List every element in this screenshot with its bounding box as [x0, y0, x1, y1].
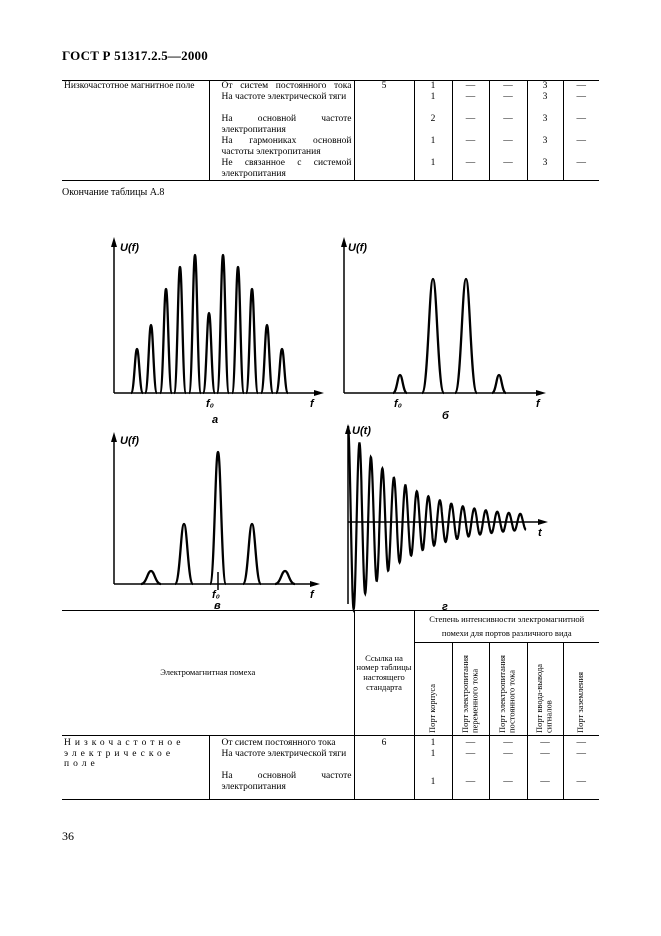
source-text: На гармониках основной частоты электропитания: [221, 136, 352, 157]
x-axis-label: t: [538, 527, 542, 539]
value: —: [503, 81, 513, 91]
value: 1: [430, 136, 436, 146]
y-axis-label: U(t): [352, 425, 371, 437]
f0-label: f₀: [394, 398, 403, 410]
value-cell: [489, 81, 527, 181]
spectrum-peak: [141, 571, 161, 584]
spectrum-peak: [210, 452, 226, 584]
value-cell: [489, 736, 527, 800]
spectrum-peak: [217, 255, 229, 393]
value-cell: [563, 81, 599, 181]
source-text: Не связанное с системой электропитания: [221, 158, 352, 179]
port-label: Порт электропитания постоянного тока: [497, 655, 517, 734]
damped-oscillation: [348, 426, 526, 609]
spectrum-peak: [145, 325, 157, 393]
table-row: [62, 81, 599, 181]
source-cell: [209, 81, 354, 181]
ref-text: 5: [381, 81, 387, 91]
value-cell: [452, 736, 489, 800]
port-label: Порт корпуса: [427, 684, 438, 734]
figure-panel-a: [100, 235, 325, 430]
spectrum-peak: [175, 524, 193, 584]
table-caption: Окончание таблицы А.8: [62, 187, 165, 198]
value: 1: [430, 158, 436, 168]
value: —: [540, 749, 550, 760]
phenomenon-cell: [62, 81, 209, 181]
spectrum-peak: [131, 349, 143, 393]
ref-text: 6: [381, 738, 387, 749]
value: 1: [430, 777, 436, 788]
value-cell: [452, 81, 489, 181]
value: —: [465, 777, 476, 788]
panel-label-c: в: [214, 600, 221, 612]
source-text: От систем постоянного тока: [221, 738, 336, 749]
panel-label-d: г: [442, 601, 448, 613]
value: —: [465, 114, 476, 124]
x-axis-label: f: [310, 398, 314, 410]
f0-label: f₀: [212, 589, 221, 601]
f0-label: f₀: [206, 398, 215, 410]
header-port: [414, 643, 452, 736]
spectrum-peak: [492, 375, 506, 393]
value: —: [576, 777, 586, 788]
table-a8-end: [62, 80, 599, 181]
spectrum-peak: [189, 255, 201, 393]
source-text: На частоте электрической тяги: [221, 92, 347, 102]
spectrum-peaks: [141, 452, 295, 590]
spectrum-peaks: [393, 279, 506, 393]
value-cell: [414, 736, 452, 800]
value: —: [465, 92, 476, 102]
value-cell: [527, 736, 563, 800]
spectrum-peak: [246, 289, 258, 393]
value: —: [465, 738, 476, 749]
value: —: [576, 158, 586, 168]
value: 1: [430, 749, 436, 760]
spectrum-peak: [455, 279, 477, 393]
source-text: На частоте электрической тяги: [221, 749, 347, 760]
value: —: [576, 114, 586, 124]
source-cell: [209, 736, 354, 800]
value: 3: [542, 81, 548, 91]
value: —: [576, 749, 586, 760]
panel-label-a: а: [212, 414, 219, 426]
port-label: Порт электропитания переменного тока: [459, 655, 480, 734]
value: —: [576, 81, 586, 91]
spectrum-peak: [174, 267, 186, 393]
value: —: [540, 777, 550, 788]
value: 1: [430, 738, 436, 749]
source-text: От систем постоянного тока: [221, 81, 352, 91]
table-a9: [62, 610, 599, 800]
value: —: [503, 749, 513, 760]
port-label: Порт заземления: [575, 672, 586, 734]
y-axis-label: U(f): [120, 242, 139, 254]
document-header: ГОСТ Р 51317.2.5—2000: [62, 48, 208, 63]
spectrum-peak: [160, 289, 172, 393]
phenomenon-text: Низкочастотное магнитное поле: [64, 81, 195, 91]
value: —: [503, 158, 513, 168]
value: 1: [430, 81, 436, 91]
x-axis-label: f: [536, 398, 540, 410]
value: —: [465, 81, 476, 91]
value: —: [465, 136, 476, 146]
header-port: [489, 643, 527, 736]
figure-panel-b: [330, 235, 555, 430]
value: 3: [542, 136, 548, 146]
source-text: На основной частоте электропитания: [221, 114, 352, 135]
y-axis-label: U(f): [348, 242, 367, 254]
value: —: [576, 92, 586, 102]
port-label: Порт ввода-вывода сигналов: [534, 664, 554, 734]
value: —: [576, 136, 586, 146]
header-port: [563, 643, 599, 736]
page-number: 36: [62, 829, 74, 843]
figure-panel-c: [100, 428, 325, 610]
value: —: [503, 738, 513, 749]
header-ref: Ссылка на номер таблицы настоящего стандарта: [354, 611, 414, 736]
table-row: [62, 736, 599, 800]
spectrum-peak: [275, 571, 295, 584]
spectrum-peak: [203, 313, 215, 393]
value: 1: [430, 92, 436, 102]
header-port: [527, 643, 563, 736]
value: —: [465, 749, 476, 760]
value: —: [503, 777, 513, 788]
panel-label-b: б: [442, 410, 449, 422]
spectrum-peak: [393, 375, 407, 393]
value: 3: [542, 92, 548, 102]
figure-panel-d: [330, 420, 555, 613]
spectrum-peak: [243, 524, 261, 584]
spectrum-peaks: [131, 255, 288, 393]
header-port: [452, 643, 489, 736]
value: —: [576, 738, 586, 749]
phenomenon-cell: [62, 736, 209, 800]
source-text: На основной частоте электропитания: [221, 771, 352, 792]
value: 2: [430, 114, 436, 124]
spectrum-peak: [232, 267, 244, 393]
value-cell: [414, 81, 452, 181]
value: —: [503, 92, 513, 102]
y-axis-label: U(f): [120, 435, 139, 447]
value: —: [540, 738, 550, 749]
spectrum-peak: [422, 279, 444, 393]
phenomenon-text: Низкочастотное электрическое поле: [64, 738, 185, 770]
value: —: [503, 136, 513, 146]
x-axis-label: f: [310, 589, 314, 601]
header-group: Степень интенсивности электромагнитной помехи для портов различного вида: [414, 611, 599, 643]
value: 3: [542, 114, 548, 124]
value-cell: [563, 736, 599, 800]
value: 3: [542, 158, 548, 168]
header-phenomenon: Электромагнитная помеха: [62, 611, 354, 736]
value: —: [503, 114, 513, 124]
ref-cell: [354, 736, 414, 800]
value-cell: [527, 81, 563, 181]
table-header-row: [62, 611, 599, 643]
spectrum-peak: [261, 325, 273, 393]
value: —: [465, 158, 476, 168]
spectrum-peak: [276, 349, 288, 393]
ref-cell: [354, 81, 414, 181]
